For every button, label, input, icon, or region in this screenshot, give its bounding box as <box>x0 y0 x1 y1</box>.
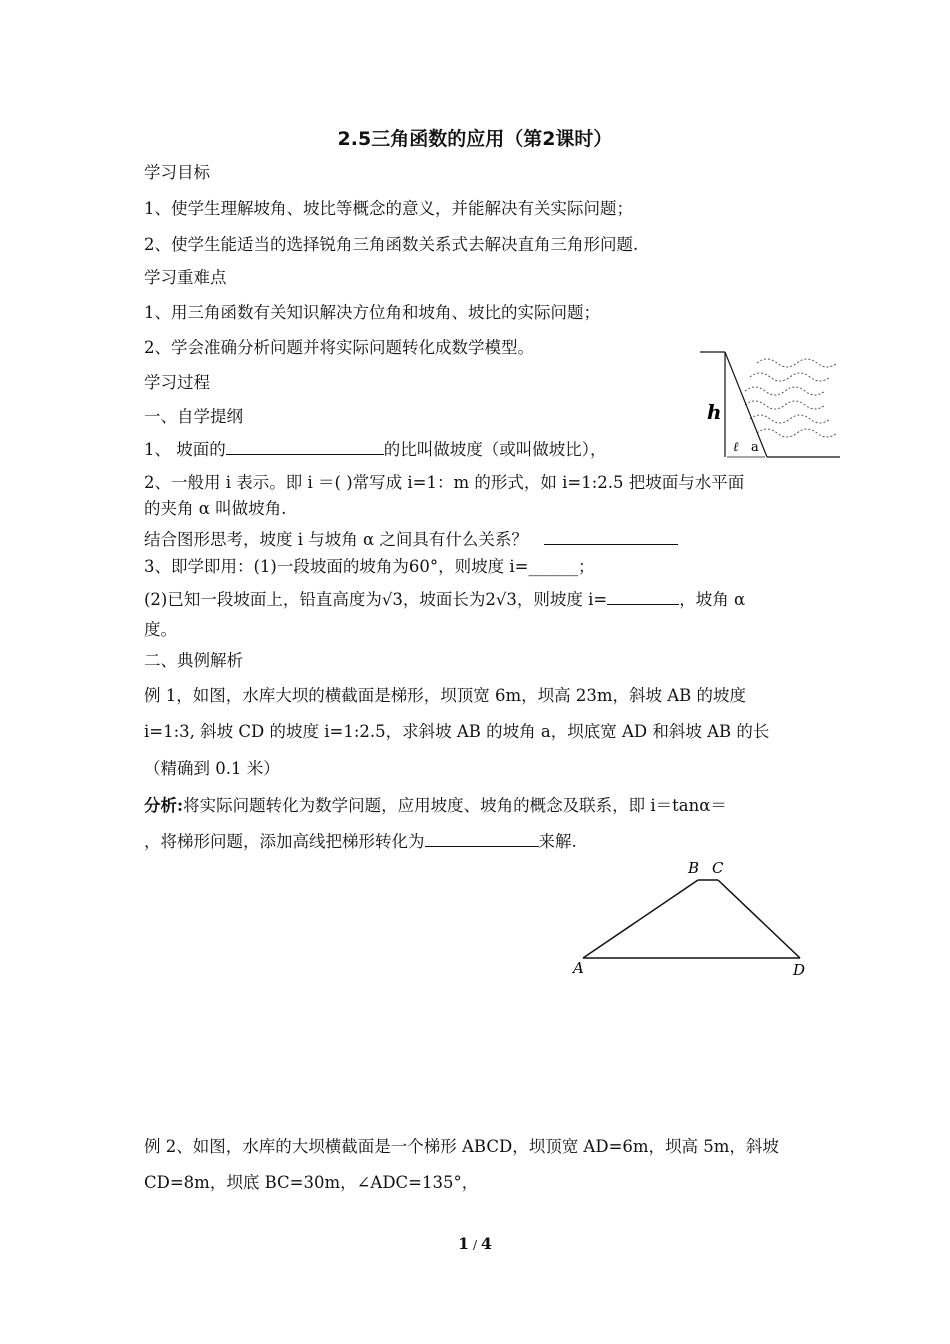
goal-1: 1、使学生理解坡角、坡比等概念的意义，并能解决有关实际问题； <box>144 199 633 218</box>
label-a: a <box>751 440 759 455</box>
analysis-text-2b: 来解. <box>538 832 577 851</box>
analysis-line-2 <box>144 830 577 853</box>
key-1: 1、用三角函数有关知识解决方位角和坡角、坡比的实际问题； <box>144 303 600 322</box>
q2-think-text: 结合图形思考，坡度 i 与坡角 α 之间具有什么关系？ <box>144 530 528 549</box>
segment-CD <box>718 880 800 958</box>
ex1-line-2: i=1:3, 斜坡 CD 的坡度 i=1:2.5，求斜坡 AB 的坡角 a，坝底宽 AD 和斜坡 AB 的长 <box>144 722 770 741</box>
label-h: h <box>707 400 722 424</box>
q3-d: ，坡角 α <box>679 590 746 609</box>
goal-2: 2、使学生能适当的选择锐角三角函数关系式去解决直角三角形问题. <box>144 235 639 254</box>
label-l: ℓ <box>733 440 739 455</box>
ex1-line-3: （精确到 0.1 米） <box>144 759 280 778</box>
analysis-text-1: 将实际问题转化为数学问题，应用坡度、坡角的概念及联系，即 i＝tanα＝ <box>183 796 727 815</box>
goals-heading: 学习目标 <box>144 163 210 182</box>
segment-AB <box>583 880 698 958</box>
page-current: 1 <box>458 1234 470 1253</box>
analysis-label: 分析: <box>144 796 184 815</box>
label-D: D <box>793 961 806 979</box>
trapezoid-figure <box>565 855 825 985</box>
q3-c: ，则坡度 i= <box>516 590 608 609</box>
q1-suffix: 的比叫做坡度（或叫做坡比）， <box>383 440 607 459</box>
q3-blank <box>607 588 679 605</box>
page-separator: / <box>469 1238 481 1252</box>
ex1-line-1: 例 1，如图，水库大坝的横截面是梯形，坝顶宽 6m，坝高 23m，斜坡 AB 的坡度 <box>144 686 747 705</box>
examples-heading: 二、典例解析 <box>144 651 243 670</box>
q3-line-1: 3、即学即用：(1)一段坡面的坡角为60°，则坡度 i=______； <box>144 557 595 576</box>
water-waves <box>745 359 837 437</box>
key-2: 2、学会准确分析问题并将实际问题转化成数学模型。 <box>144 338 534 357</box>
dam-slope <box>725 352 767 457</box>
analysis-blank <box>425 830 539 847</box>
ex2-line-2: CD=8m，坝底 BC=30m，∠ADC=135°， <box>144 1173 479 1192</box>
q2-line-2: 的夹角 α 叫做坡角. <box>144 499 287 518</box>
q2-think <box>144 528 678 551</box>
q1-prefix: 1、 坡面的 <box>144 440 226 459</box>
question-1 <box>144 438 607 461</box>
label-B: B <box>688 859 700 877</box>
q3-b: ，坡面长为 <box>402 590 486 609</box>
analysis-line-1 <box>144 795 727 817</box>
slope-figure <box>695 345 845 465</box>
key-heading: 学习重难点 <box>144 268 227 287</box>
page-number <box>0 1234 950 1253</box>
page-total: 4 <box>480 1234 492 1253</box>
q2-think-blank <box>544 528 678 545</box>
label-C: C <box>712 859 724 877</box>
self-study-heading: 一、自学提纲 <box>144 407 243 426</box>
q1-blank <box>226 438 384 455</box>
sqrt3-value: √3 <box>381 590 403 609</box>
analysis-text-2a: ，将梯形问题，添加高线把梯形转化为 <box>144 832 425 851</box>
label-A: A <box>573 959 584 977</box>
ex2-line-1: 例 2、如图，水库的大坝横截面是一个梯形 ABCD，坝顶宽 AD=6m，坝高 5m，斜坡 <box>144 1137 779 1156</box>
page-title: 2.5三角函数的应用（第2课时） <box>337 128 613 150</box>
q3-a: (2)已知一段坡面上，铅直高度为 <box>144 590 382 609</box>
process-heading: 学习过程 <box>144 373 210 392</box>
q3-line-2 <box>144 588 745 611</box>
two-sqrt3-value: 2√3 <box>485 590 517 609</box>
q2-line-1: 2、一般用 i 表示。即 i ＝( )常写成 i=1：m 的形式，如 i=1:2.5 把坡面与水平面 <box>144 473 745 492</box>
q3-line-3: 度。 <box>144 620 177 639</box>
